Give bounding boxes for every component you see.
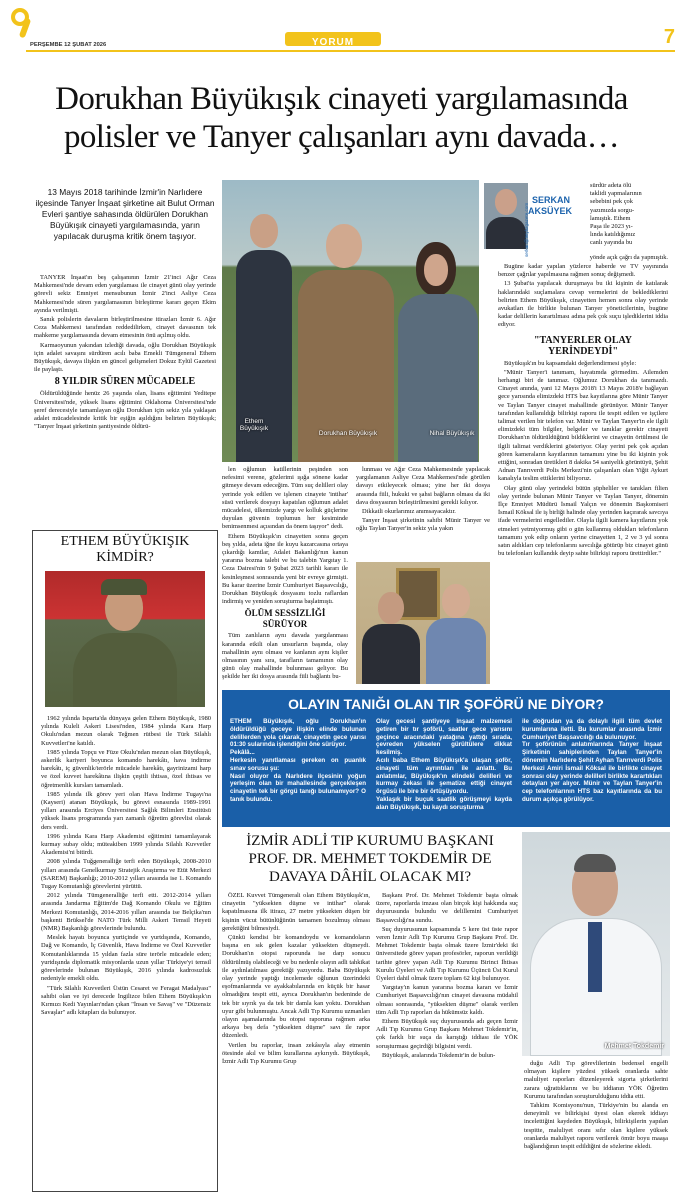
headline [12,80,671,156]
mid-paragraph: len oğlumun katillerinin peşinden son nefesimi verene, gözlerimi ışığa sönene kadar gitmeye devam edeceğim. Tüm suç delilleri olay yerinde yok edilen ve işlenen cinayete 'intihar' süsü verilerek dosyayı kapatılan oğlumun adalet mücadelesi, ülkemizde yargı ve kolluk güçlerine duyulan güvenin toplumun her kesiminde benimsenmesi açısından da önem taşıyor" dedi. [222,466,348,531]
page-number: 7 [663,26,675,48]
right-subhead-line-1: "TANYERLER OLAY [533,334,633,346]
kimdir-title-line-1: ETHEM BÜYÜKIŞIK [60,534,190,549]
newspaper-logo [8,4,36,40]
kimdir-box [32,530,218,1192]
col1-paragraph: Öldürüldüğünde henüz 26 yaşında olan, lisans eğitimini Yeditepe Üniversitesi'nde, yüksek lisans eğitimini Oklahoma Üniversitesi'nde şeref derecesiyle tamamlayan oğlu Dorukhan için sekiz yıla yaklaşan adalet mücadelesinde kritik bir eşiğin aşıldığını belirten Büyükışık; "Tanyer İnşaat şirketinin şantiyesinde öldürü- [34,390,216,431]
right-subhead [498,335,668,357]
mid2-paragraph: lunması ve Ağır Ceza Mahkemesinde yapılacak yargılamanın Asliye Ceza Mahkemesi'nde görülen davayı etkileyecek olması; yine her iki dosya arasında fiili, hukuki ve şahsi bağların olması da iki dava dosyasının birleştirilmesini gerekli kılıyor. [356,466,490,506]
mid-subhead: ÖLÜM SESSİZLİĞİ SÜRÜYOR [244,608,326,630]
lead-paragraph: 13 Mayıs 2018 tarihinde İzmir'in Narlıdere ilçesinde Tanyer İnşaat şirketine ait Bulut Orman Evleri şantiye sahasında öldürülen Dorukhan Büyükışık cinayeti yargılamasında, yarın yapılacak duruşma kritik önem taşıyor. [35,187,215,241]
person-dorukhan-icon [298,224,394,462]
tokdemir-photo [522,832,670,1056]
tokdemir-paragraph: ÖZEL Kuvvet Tümgenerali olan Ethem Büyükışık'ın, cinayetin "yüksekten düşme ve intihar" olarak kapatılmasına ilk itirazı, 27 metre yüksekten düşen bir kişinin vücut bütünlüğünün tamamen bozulmuş olması gerektiğini bilmesiydi. [222,892,370,932]
tokdemir-col-2 [376,892,518,1061]
tokdemir-headline [222,832,518,886]
columnist-name-2: AKSÜYEK [528,206,573,216]
intro-line: Paşa ile 2023 yı- [590,223,633,231]
witness-box [222,690,670,827]
kimdir-paragraph: Meslek hayatı boyunca yurtiçinde ve yurtdışında, Komando, Dağ ve Komando, İç Güvenlik, Hava İndirme ve Özel Kuvvetler Komutanlıklarında 15 yıldan fazla süre terörle mücadele eden; yurtdışında diplomatik misyonlarda uzun yıllar Türkiye'yi temsil görevlerinde bulunan Büyükışık, 2016 yılında kadrosuzluk nedeniyle emekli oldu. [41,934,211,983]
witness-title: OLAYIN TANIĞI OLAN TIR ŞOFÖRÜ NE DİYOR? [288,696,604,712]
mid2-paragraph: Tanyer İnşaat şirketinin sahibi Münir Tanyer ve oğlu Taylan Tanyer'in sekiz yıla yakın [356,517,490,533]
mid-paragraph: Tüm zanlıların aynı davada yargılanması karannda etkili olan unsurların başında, olay mahallinin aynı olması ve kanlanın aynı kişiler olmasının yanı sıra, tarafların tamamının olay günü olay mahallinde bulunması geliyor. Bu şekilde her iki dosya arasında fiili bağlantı bu- [222,632,348,681]
issue-date: PERŞEMBE 12 ŞUBAT 2026 [30,42,107,48]
tokdemir-title-2: PROF. DR. MEHMET TOKDEMİR DE [248,851,492,867]
tokdemir-paragraph: Tahkim Komisyonu'nun, Türkiye'nin bu alanda en deneyimli ve bilirkişisi üyesi olan ekerek iddiayı incelettiğini kaydeden Büyükışık, bilirkişilerin yapılan tespitte, maluliyet oranı sıfır olan kişilere yüksek oranlarda maluliyet raporu verilerek ömür boyu maaşa bağlandığının tespit edildiğini de sözlerine ekledi. [524,1102,668,1151]
right-paragraph: Olay günü olay yerindeki bütün şüpheliler ve tanıkları filien olay yerinde bulunan Münir Tanyer ve Taylan Tanyer, dönemin İlçe Emniyet Müdürü İsmail Yalçın ve dönemin Başkomiseri İsmail Köksal ile iş birliği halinde olay yerinden kaçırarak savcıya ifade vermelerini engellediler. Olayla ilgili kamera kayıtlarını yok etmeleri yetmiyormuş gibi o gün kullanmış oldukları telefonların tamamını yok edip onların yerine cinayetten 1, 2 ve 3 yıl sonra satın aldıkları cep telefonlarını savcılığa götürüp biz cinayet günü bu telefonları kullandık deyip sahte bilirkişi raporu ürettirdiler." [498,484,668,558]
kimdir-paragraph: "Türk Silahlı Kuvvetleri Üstün Cesaret ve Feragat Madalyası" sahibi olan ve iyi derecede İngilizce bilen Ethem Büyükışık'ın Kırmızı Kedi Yayınları'ndan çıkan "İnsan ve Savaş" ve "Düzensiz Savaşlar" adlı kitapları da bulunuyor. [41,984,211,1017]
tokdemir-title-1: İZMİR ADLİ TIP KURUMU BAŞKANI [246,833,494,849]
family-photo [222,180,479,462]
tokdemir-paragraph: duğu Adli Tıp görevlilerinin bedensel engelli olmayan kişilere yüzdesi yüksek oranlarda sahte maluliyet raporları düzenleyerek sigorta şirketlerini zarara uğrattıklarını ve bu iddianın YÖK Öğretim Kurumu tarafından soruşturulduğunu iddia etti. [524,1060,668,1100]
right-column [498,263,668,560]
kimdir-body [41,715,211,1018]
general-portrait-photo [45,571,205,707]
intro-line: yazımızda sorgu- [590,206,635,214]
intro-line: sebebini pek çok [590,198,633,206]
intro-line: lamıştık. Ethem [590,214,631,222]
tokdemir-paragraph: Suç duyurusunun kapsamında 5 kere üst üste rapor veren İzmir Adli Tıp Kurumu Grup Başkanı Prof. Dr. Mehmet Tokdemir başta olmak üzere İzmir'deki iki üniversitede görev yapan profesörler, raporun verildiği tarihte görev yapan Adli Tıp Kurumu Birinci İhtisas Kurulu Üyeleri ve Adli Tıp Kurumu Üçüncü Üst Kurul Üyeleri dahil olmak üzere toplam 62 kişi bulunuyor. [376,925,518,983]
tokdemir-paragraph: Çünkü kendisi bir komandoydu ve komandoların başına en sık gelen kazalar yüksekten düşmeydi. Dorukhan'ın otopsi raporunda ise darp sonucu öldürülmüş olabileceği ve bu nedenle olayın adli tahkikat ile aydınlatılması gerektiği yazıyordu. Baba Büyükışık olay yerinde yaptığı incelemede oğlunun üzerindeki eşofmanlarında ve ayakkabılarında en küçük bir hasar olmadığını tespit etti, ayrıca Dorukhan'ın bedeninde de tek bir sıyrık ya da tek bir damla kan yoktu. Dorukhan uyur gibi bulunmuştu. Ancak Adli Tıp Kurumu uzmanları olayın aşamalarında bu otopsi raporuna rağmen arka arkaya beş defa "yüksekten düşme" savı ile rapor düzenledi. [222,934,370,1040]
person-nihal-icon [398,242,478,462]
tokdemir-paragraph: Yargıtay'ın kanun yararına bozma kararı ve İzmir Cumhuriyet Başsavcılığı'nın cinayet davasına müdahil olması sonrasında, "yüksekten düşme" olarak verilen tüm Adli Tıp raporları da hükümsüz kaldı. [376,984,518,1016]
intro-line: canlı yayında bu [590,239,633,247]
col1-paragraph: Karmaoyunun yakından izlediği davada, oğlu Dorukhan Büyükışık için adalet savaşını sürdüren acılı baba Emekli Tümgeneral Ethem Büyükışık, davaya ilişkin en güncel gelişmeleri Dokuz Eylül Gazetesi ile paylaştı. [34,341,216,374]
columnist-intro-last: yönde açık çağrı da yapmıştık. [589,254,668,261]
masthead [8,4,675,48]
header-rule [26,50,675,52]
headline-line-2: polisler ve Tanyer çalışanları aynı davada… [64,119,619,155]
columnist-intro [590,182,666,248]
col1-paragraph: Sanık polislerin davaların birleştirilmesine itirazları İzmir 6. Ağır Ceza Mahkemesi tarafından reddedilirken, cinayet davasının tek mahkeme yargılamasında devam etmesinin önü açılmış oldu. [34,316,216,340]
right-paragraph: Bugüne kadar yapılan yüzlerce haberde ve TV yayınında benzer çağrılar yapılmasına rağmen sonuç değişmedi. [498,263,668,279]
intro-line: lında katıldığımız [590,231,636,239]
column-1 [34,274,216,432]
photo-label-ethem: Ethem Büyükışık [239,418,269,432]
tanyer-photo [356,562,490,684]
tokdemir-paragraph: Başkanı Prof. Dr. Mehmet Tokdemir başta olmak üzere, raporlarda imzası olan birçok kişi hakkında suç duyurusunda bulundu ve delillemini Cumhuriyet Başsavcılığı'na sundu. [376,892,518,924]
kimdir-paragraph: 2008 yılında Tuğgeneralliğe terfi eden Büyükışık, 2008-2010 yılları arasında Genelkurmay Stratejik Araştırma ve Etüt Merkezi (SAREM) Başkanlığı; 2010-2012 yılları arasında ise 1. Komando Tugay Komutanlığı görevlerini yürüttü. [41,858,211,891]
columnist-photo [484,183,528,249]
columnist-email: serkan@9eylulgazete.com [524,202,529,257]
tokdemir-hair-icon [574,854,616,872]
tokdemir-tie-icon [588,922,602,992]
right-paragraph: 13 Şubat'ta yapılacak duruşmaya bu iki kişinin de katılarak haklarındaki suçlamalara cevap vermelerini de beklediklerini belirten Ethem Büyükışık, cinayetten hemen sonra olay yerinde avukatları ile birlikte bulunan Tanyer yöneticilerinin, bugüne kadar delillerin karartılması adına pek çok suçu işlediklerini iddia ediyor. [498,280,668,329]
person-left-icon [362,592,420,684]
mid2-paragraph: Dikkatli okurlarımız anımsayacaktır. [362,508,456,516]
section-label: YORUM [311,37,355,48]
section-banner [285,32,381,46]
tokdemir-col-1 [222,892,370,1067]
portrait-cap-icon [101,579,147,595]
person-right-icon [426,584,486,684]
tokdemir-photo-label: Mehmet Tokdemir [604,1043,664,1050]
middle-column-1 [222,466,348,683]
columnist-card [484,183,582,257]
right-paragraph: "Münir Tanyer'i tanımam, hayatımda görmedim. Ailemden herhangi biri de tanımaz. Oğlumuz Dorukhan da tanımazdı. Cinayet anında, yani 12 Mayıs 2018'i 13 Mayıs 2018'e bağlayan gece yarısında elimizdeki HTS baz kayıtlarına göre Münir Tanyer ve Taylan Tanyer cinayet mahallinde görünüyor. Münir Tanyer tarafından kullanıldığı bilirkişi raporu ile tespit edilen ve işçilere talimat verilen bir telefon var. Münir ve Taylan Tanyer'in ele ilgili elimizdeki tüm bilgiler, belgeler ve tanıklar gerekir cinayeti Dorukhan'ın öldürüldüğünü bildiklerini ve cinayetin örtülmesi ile ilgili talimat verdiklerini gösteriyor. Olay yerini pek çok açıdan gören kameraların kayıtlarının tamamını yine bu iki kişinin yok ettiğini, sonradan üretikleri 8 dakika 54 saniyelik görüntüyü, Şehit Adnan Tanrıverdi Polis Merkezi'nin çalışanları olan Yiğit Aykurt kanalıyla teslim ettiklerini biliyoruz. [498,368,668,483]
intro-line: taklidi yapmalarının [590,190,642,198]
photo-label-dorukhan: Dorukhan Büyükışık [318,430,378,437]
portrait-body-icon [73,633,177,707]
right-subhead-line-2: YERİNDEYDİ" [547,345,618,357]
witness-col-2: Olay gecesi şantiyeye inşaat malzemesi getiren bir tır şoförü, saatler gece yarısını geçince aracındaki yatağına yattığı sırada, çevreden yükselen gürültülere dikkat kesilmiş. Acılı baba Ethem Büyükışık'a ulaşan şoför, cinayeti tüm ayrıntıları ile anlattı. Bu anlatımlar, Büyükışık'ın elindeki delilleri ve kurmay zekası ile şematize ettiği cinayet örgüsü ile bire bir örtüşüyordu. Yaklaşık bir buçuk saatlik görüşmeyi kayda alan Büyükışık, bu kaydı soruşturma [376,718,512,811]
tokdemir-col-3 [524,1060,668,1152]
right-paragraph: Büyükışık'ın bu kapsamdaki değerlendirmesi şöyle: [504,359,637,367]
kimdir-paragraph: 1996 yılında Kara Harp Akademisi eğitimini tamamlayarak kurmay subay oldu; müteakiben 1999 yılında Silahlı Kuvvetler Akademisi'ni bitirdi. [41,832,211,857]
intro-line: sürdür adeta ölü [590,182,632,189]
middle-column-2 [356,466,490,535]
tokdemir-title-3: DAVAYA DÂHİL OLACAK MI? [268,869,472,885]
kimdir-title-line-2: KİMDİR? [96,550,154,565]
columnist-name-1: SERKAN [532,195,571,205]
kimdir-paragraph: 1962 yılında Isparta'da dünyaya gelen Ethem Büyükışık, 1980 yılında Kuleli Askeri Lisesi'nden, 1984 yılında Kara Harp Okulu'ndan mezun olarak Teğmen rütbesi ile Türk Silahlı Kuvvetleri'ne katıldı. [41,715,211,747]
col1-paragraph: TANYER İnşaat'ın beş çalışanının İzmir 21'inci Ağır Ceza Mahkemesi'nde devam eden yargılaması ile cinayet günü olay yerinde görevli sekiz Emniyet mensubunun İzmir 2'inci Asliye Ceza Mahkemesi'nde süren yargılamasının birleştirme kararı geçen Ekim ayında verilmişti. [34,274,216,314]
kimdir-paragraph: 2012 yılında Tümgeneralliğe terfi etti. 2012-2014 yılları arasında Jandarma Eğitim'de Dağ Komando Okulu ve Eğitim Merkezi Komutanlığı, 2014-2016 yılları arasında ise Belçika'nın başkenti Brüksel'de NATO Türk Milli Askeri Temsil Heyeti (NMR) Başkanlığı görevlerinde bulundu. [41,892,211,933]
headline-line-1: Dorukhan Büyükışık cinayeti yargılamasında [55,81,628,117]
mid-paragraph: Ethem Büyükışık'ın cinayetten sonra geçen beş yılda, adeta iğne ile kuyu kazarcasına ortaya çıkardığı kamtlar, Adalet Bakanlığı'nın kanun yararına bozma talebi ve bu talebin Yargıtay 1. Ceza Dairesi'nin 9 Şubat 2023 tarihli kararı ile kesinleşmesi sonrasında yeni bir evreye girmişti. Bu karar üzerine İzmir Cumhuriyet Başsavcılığı, Dorukhan Büyükışık dosyasını tozlu raflardan indirmiş ve yeniden soruşturma başlatmıştı. [222,532,348,606]
photo-label-nihal: Nihal Büyükışık [429,430,475,437]
kimdir-title [33,531,217,566]
witness-col-3: ile doğrudan ya da dolaylı ilgili tüm devlet kurumlarına iletti. Bu kurumlar arasında İzmir Cumhuriyet Başsavcılığı da bulunuyor. Tır şoförünün anlatımlarında Tanyer İnşaat Şirketinin sahiplerinden Taylan Tanyer'in dönemin Narlıdere Şehit Ayhan Tanrıverdi Polis Merkezi Amiri İsmail Köksal ile birlikte cinayet sonrası olay yerinde delilleri birlikte karartıkları detayları yer alıyor. Münir ve Taylan Tanyer'in cep telefonlarının HTS baz kayıtlarında da bu durum açıkça görülüyor. [522,718,662,803]
tokdemir-paragraph: Büyükışık, aralarında Tokdemir'in de bulun- [382,1051,496,1059]
kimdir-paragraph: 1985 yılında ilk görev yeri olan Hava İndirme Tugayı'na (Kayseri) atanan Büyükışık, bu görevi esnasında 1989-1991 yılları arasında Erciyes Üniversitesi Sağlık Bilimleri Enstitüsü yüksek lisans programında yarı zamanlı öğretim görevlisi olarak ders verdi. [41,790,211,831]
kimdir-paragraph: 1985 yılında Topçu ve Füze Okulu'ndan mezun olan Büyükışık, askerlik kariyeri boyunca komando harekâtı, hava indirme harekâtı, iç güvenlik/terörle mücadele harekâtı, gayrinizami harp ve özel kuvvet harekâtına ilişkin çeşitli ihtisas, özel ihtisas ve öğretmenlik kursları tamamladı. [41,748,211,789]
tokdemir-paragraph: Ethem Büyükışık suç duyurusunda adı geçen İzmir Adli Tıp Kurumu Grup Başkanı Mehmet Tokdemir'in, çok farklı bir suça da karıştığı iddiası ile YÖK soruşturması geçirdiği bilgisini verdi. [376,1018,518,1050]
tokdemir-paragraph: Verilen bu raporlar, insan zekâsıyla alay etmenin ötesinde akıl ve bilim kurallarına aykırıydı. Büyükışık, İzmir Adli Tıp Kurumu Grup [222,1041,370,1066]
col1-subhead: 8 YILDIR SÜREN MÜCADELE [54,376,196,388]
witness-col-1: ETHEM Büyükışık, oğlu Dorukhan'ın öldürüldüğü geceye ilişkin elinde bulunan delillerden yola çıkarak, cinayetin gece yarısı 01:30 sularında işlendiğini öne sürüyor. Pekâlâ... Herkesin yanıtlaması gereken on puanlık sınav sorusu şu: Nasıl oluyor da Narlıdere ilçesinin yoğun yerleşim olan bir mahallesinde gerçekleşen cinayetin tek bir görgü tanığı bulunamıyor? O tanık bulundu. [230,718,366,803]
